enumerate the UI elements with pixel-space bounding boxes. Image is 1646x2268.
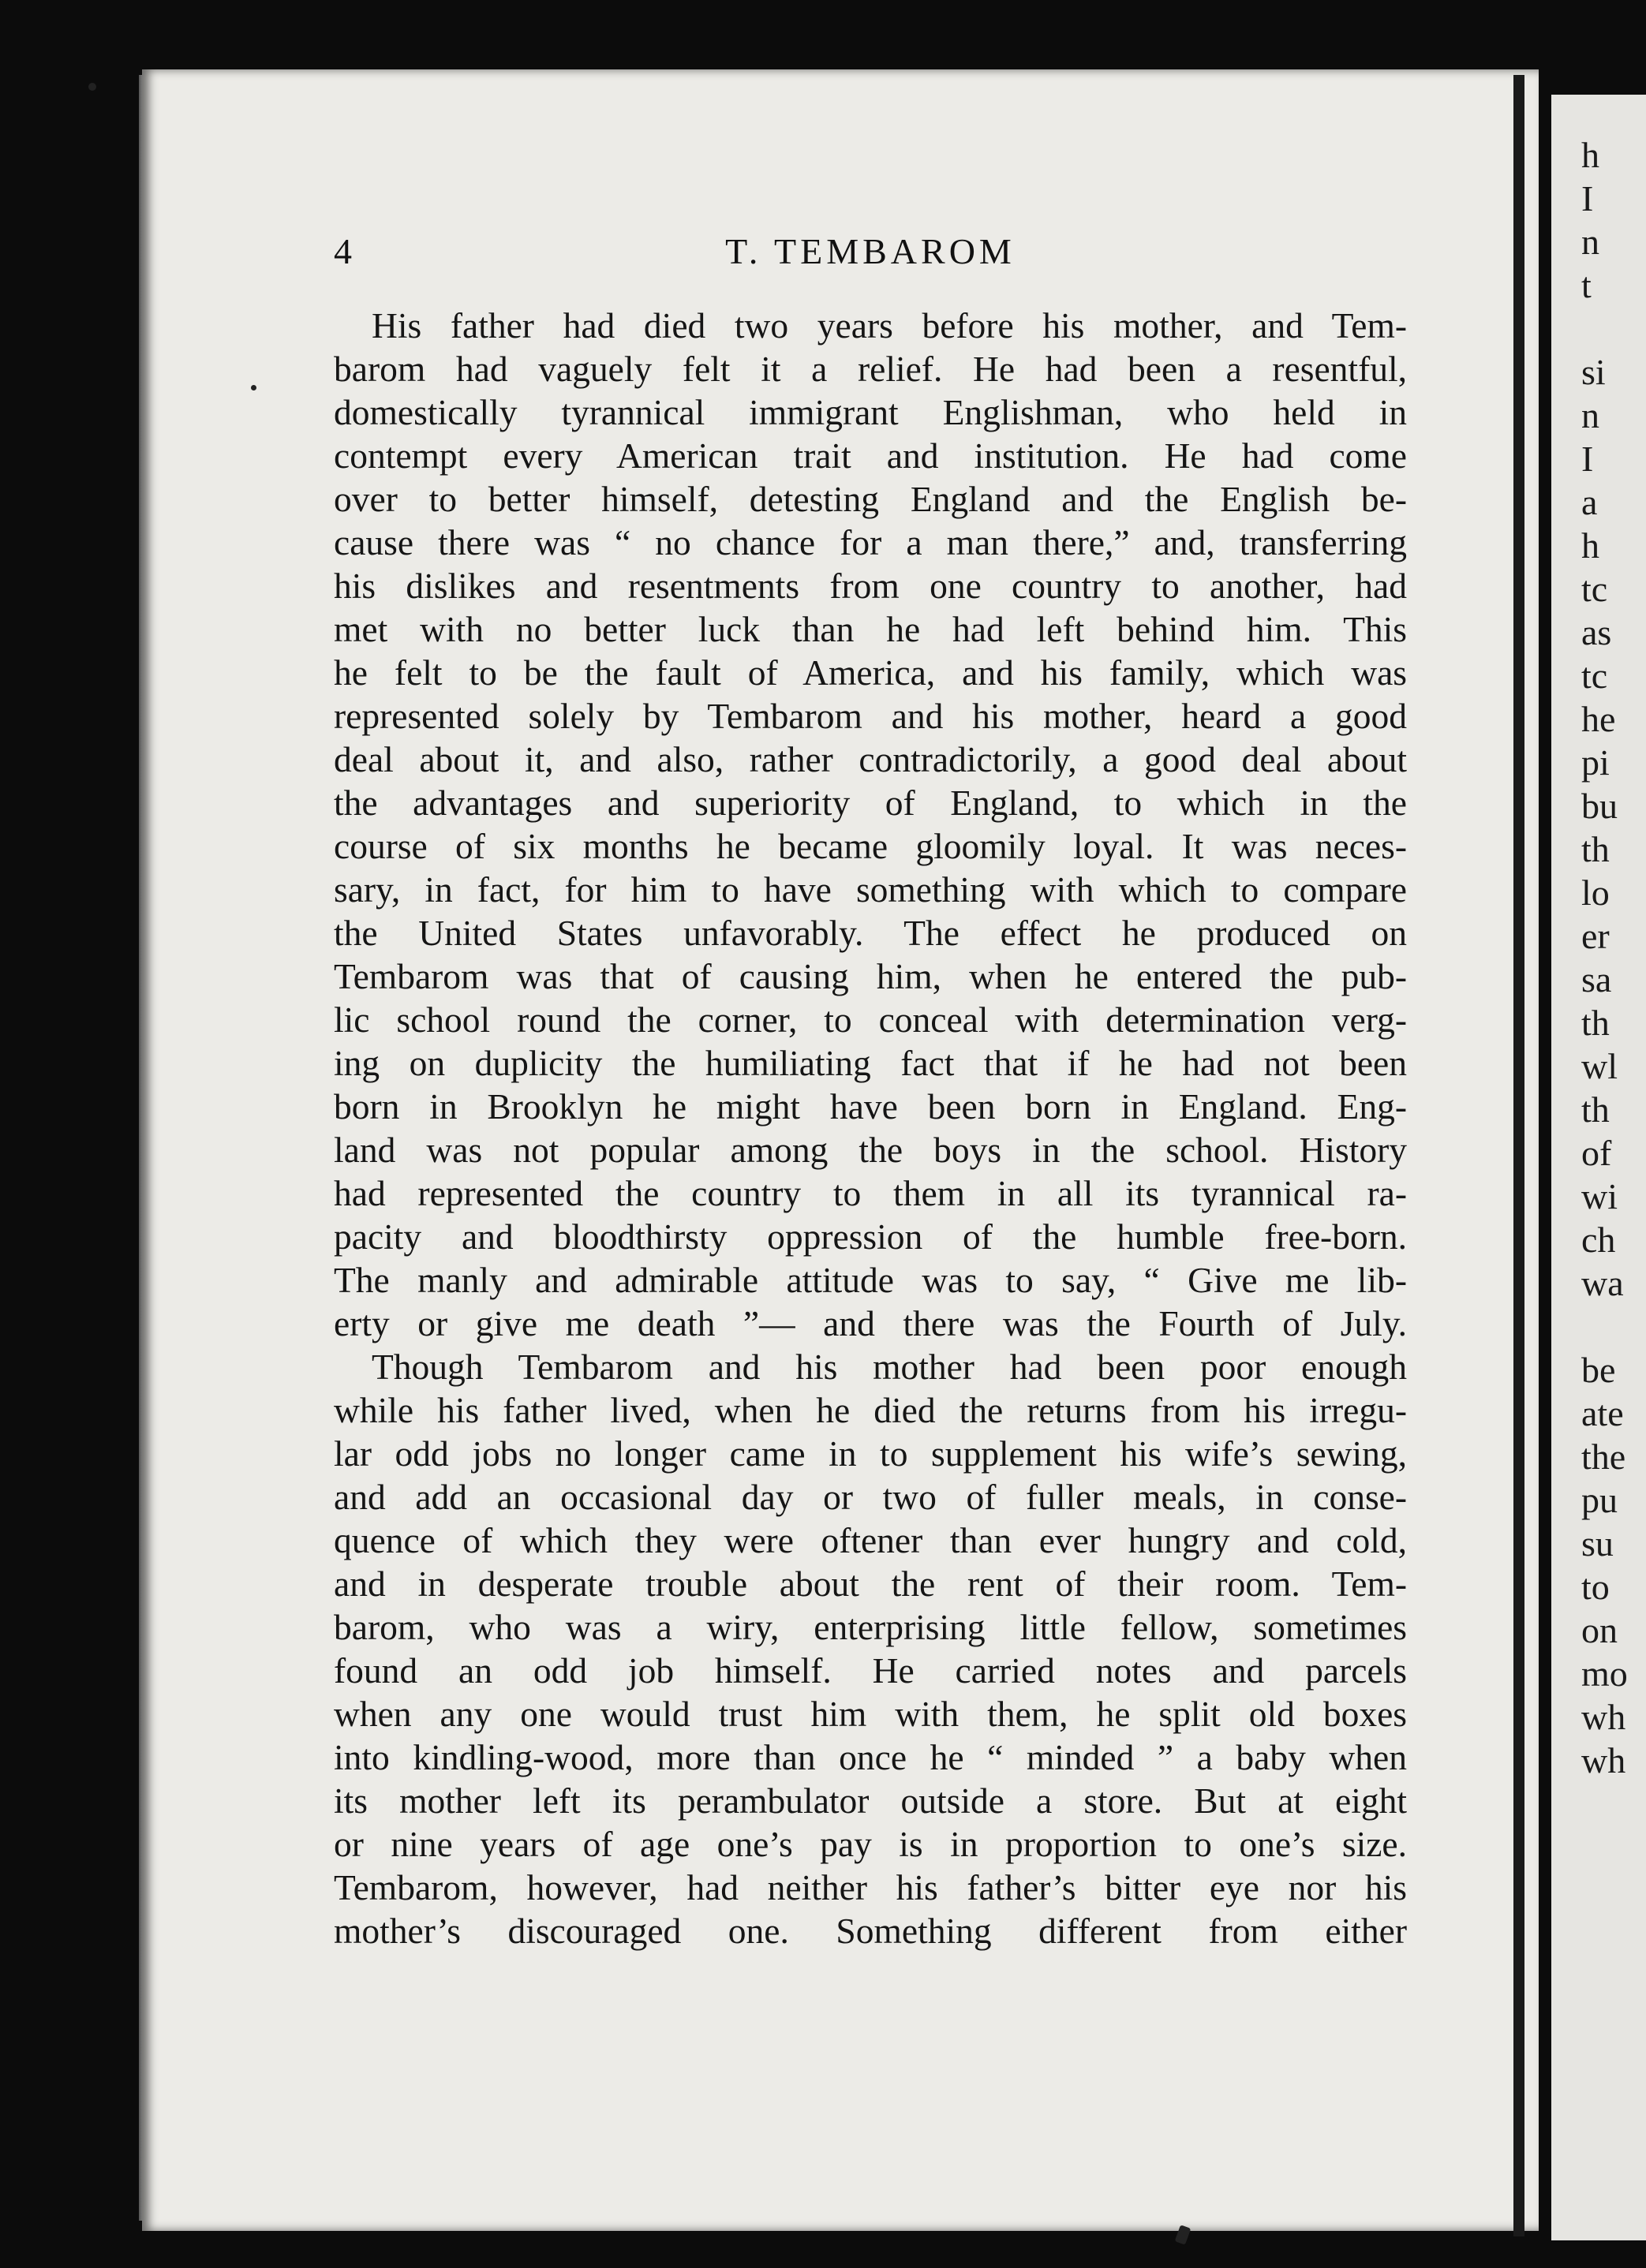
- next-page-fragment: pi: [1581, 742, 1610, 783]
- text-line: land was not popular among the boys in the school. History: [334, 1130, 1407, 1170]
- text-line: and add an occasional day or two of fuller meals, in conse-: [334, 1477, 1407, 1517]
- text-line: deal about it, and also, rather contradictorily, a good deal about: [334, 739, 1407, 779]
- text-line: erty or give me death ”— and there was the Fourth of July.: [334, 1303, 1407, 1343]
- text-line: and in desperate trouble about the rent of their room. Tem-: [334, 1564, 1407, 1604]
- bullet-speck: [251, 385, 256, 390]
- next-page-fragment: ate: [1581, 1393, 1624, 1433]
- next-page-fragment: th: [1581, 1003, 1610, 1043]
- page-header: [334, 230, 1407, 278]
- text-line: mother’s discouraged one. Something different from either: [334, 1911, 1407, 1951]
- text-line: The manly and admirable attitude was to say, “ Give me lib-: [334, 1260, 1407, 1300]
- text-line: sary, in fact, for him to have something with which to compare: [334, 869, 1407, 910]
- next-page-fragment: lo: [1581, 872, 1610, 913]
- next-page-fragment: h: [1581, 135, 1599, 175]
- text-line: when any one would trust him with them, he split old boxes: [334, 1694, 1407, 1734]
- text-line: he felt to be the fault of America, and his family, which was: [334, 652, 1407, 693]
- text-line: Tembarom was that of causing him, when he entered the pub-: [334, 956, 1407, 996]
- text-line: ing on duplicity the humiliating fact that if he had not been: [334, 1043, 1407, 1083]
- adjacent-page-edge: [1551, 95, 1646, 2240]
- text-line: found an odd job himself. He carried notes and parcels: [334, 1650, 1407, 1691]
- text-line: met with no better luck than he had left behind him. This: [334, 609, 1407, 649]
- next-page-fragment: on: [1581, 1610, 1618, 1650]
- next-page-fragment: wi: [1581, 1176, 1618, 1216]
- next-page-fragment: bu: [1581, 786, 1618, 826]
- text-line: lar odd jobs no longer came in to supplement his wife’s sewing,: [334, 1433, 1407, 1474]
- next-page-fragment: n: [1581, 222, 1599, 262]
- next-page-fragment: wh: [1581, 1740, 1626, 1780]
- next-page-fragment: the: [1581, 1437, 1626, 1477]
- text-line: born in Brooklyn he might have been born in England. Eng-: [334, 1086, 1407, 1127]
- next-page-fragment: I: [1581, 439, 1594, 479]
- next-page-fragment: to: [1581, 1567, 1610, 1607]
- text-line: the advantages and superiority of England, to which in the: [334, 783, 1407, 823]
- text-line: had represented the country to them in all its tyrannical ra-: [334, 1173, 1407, 1213]
- next-page-fragment: tc: [1581, 569, 1608, 609]
- next-page-fragment: h: [1581, 525, 1599, 566]
- text-line: barom had vaguely felt it a relief. He had been a resentful,: [334, 349, 1407, 389]
- next-page-fragment: he: [1581, 699, 1616, 739]
- text-line: domestically tyrannical immigrant Englishman, who held in: [334, 392, 1407, 432]
- text-line: his dislikes and resentments from one country to another, had: [334, 566, 1407, 606]
- next-page-fragment: si: [1581, 352, 1606, 392]
- text-line: its mother left its perambulator outside a store. But at eight: [334, 1780, 1407, 1821]
- next-page-fragment: ch: [1581, 1220, 1616, 1260]
- text-line: represented solely by Tembarom and his mother, heard a good: [334, 696, 1407, 736]
- edge-speck: [88, 83, 96, 91]
- text-line: lic school round the corner, to conceal with determination verg-: [334, 999, 1407, 1040]
- text-line: the United States unfavorably. The effect he produced on: [334, 913, 1407, 953]
- next-page-fragment: wl: [1581, 1046, 1618, 1086]
- next-page-fragment: wh: [1581, 1697, 1626, 1737]
- next-page-fragment: t: [1581, 265, 1592, 305]
- page-number: 4: [334, 231, 352, 271]
- text-line: Tembarom, however, had neither his father’s bitter eye nor his: [334, 1867, 1407, 1907]
- body-text: [334, 304, 1407, 1952]
- text-line: His father had died two years before his mother, and Tem-: [372, 305, 1407, 346]
- text-line: over to better himself, detesting England and the English be-: [334, 479, 1407, 519]
- text-line: barom, who was a wiry, enterprising little fellow, sometimes: [334, 1607, 1407, 1647]
- next-page-fragment: sa: [1581, 959, 1612, 999]
- next-page-fragment: as: [1581, 612, 1612, 652]
- next-page-fragment: su: [1581, 1523, 1614, 1564]
- paragraph: [334, 304, 1407, 1345]
- next-page-fragment: th: [1581, 829, 1610, 869]
- text-line: quence of which they were oftener than ever hungry and cold,: [334, 1520, 1407, 1560]
- next-page-fragment: n: [1581, 395, 1599, 435]
- text-line: course of six months he became gloomily loyal. It was neces-: [334, 826, 1407, 866]
- running-title: T. TEMBAROM: [725, 231, 1016, 271]
- text-line: contempt every American trait and institution. He had come: [334, 435, 1407, 476]
- next-page-fragment: of: [1581, 1133, 1612, 1173]
- next-page-fragment: I: [1581, 178, 1594, 219]
- next-page-fragment: a: [1581, 482, 1598, 522]
- next-page-fragment: be: [1581, 1350, 1616, 1390]
- text-line: into kindling-wood, more than once he “ minded ” a baby when: [334, 1737, 1407, 1777]
- paragraph: [334, 1345, 1407, 1952]
- text-line: while his father lived, when he died the returns from his irregu-: [334, 1390, 1407, 1430]
- text-line: cause there was “ no chance for a man there,” and, transferring: [334, 522, 1407, 562]
- next-page-fragment: wa: [1581, 1263, 1624, 1303]
- next-page-fragment: er: [1581, 916, 1610, 956]
- next-page-fragment: tc: [1581, 656, 1608, 696]
- page-gutter: [1513, 75, 1524, 2236]
- next-page-fragment: pu: [1581, 1480, 1618, 1520]
- text-line: or nine years of age one’s pay is in proportion to one’s size.: [334, 1824, 1407, 1864]
- next-page-fragment: mo: [1581, 1653, 1628, 1694]
- next-page-fragment: th: [1581, 1089, 1610, 1130]
- text-line: pacity and bloodthirsty oppression of the humble free-born.: [334, 1216, 1407, 1257]
- text-line: Though Tembarom and his mother had been poor enough: [372, 1347, 1407, 1387]
